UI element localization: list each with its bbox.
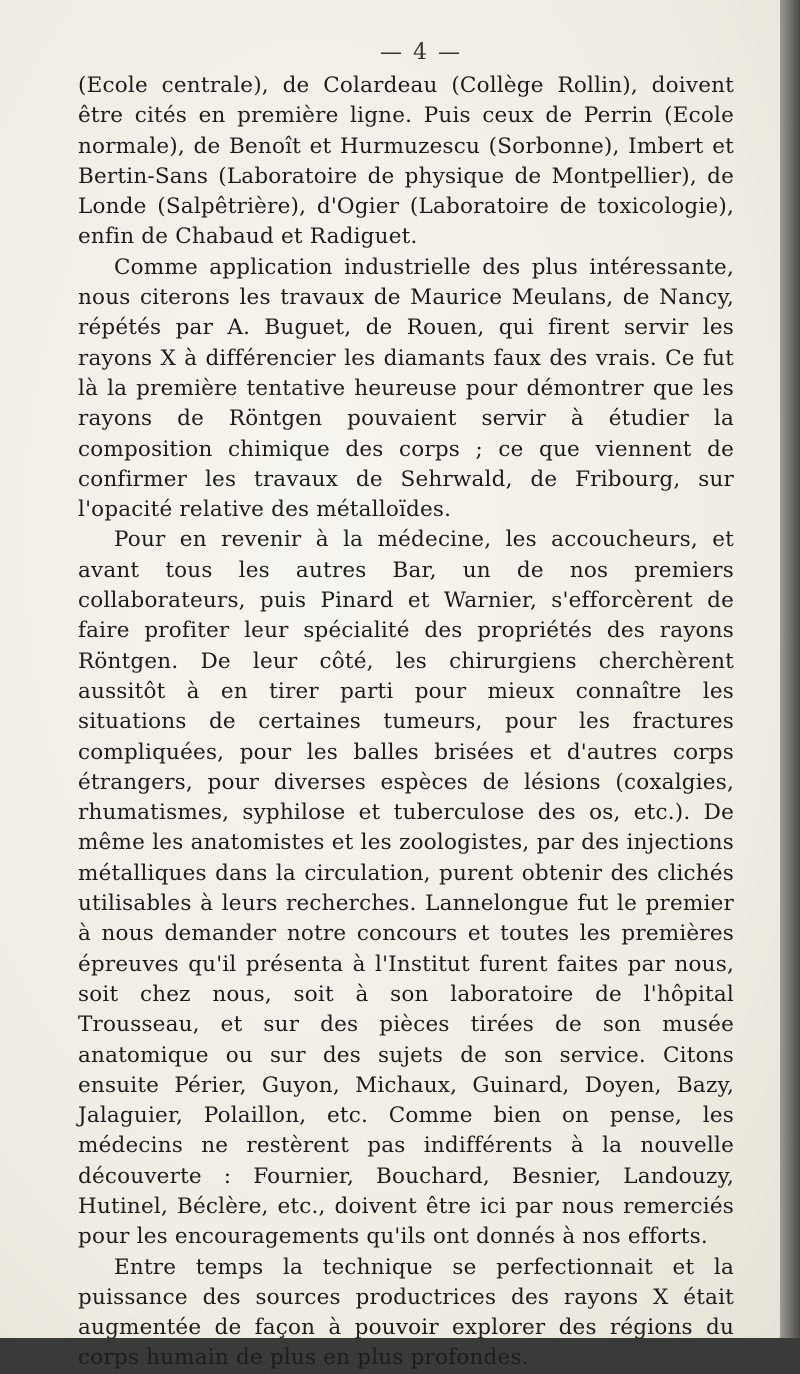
paragraph-1: (Ecole centrale), de Colardeau (Collège Rollin), doivent être cités en première ligne. Puis ceux de Perrin (Ecole normale), de Benoît et Hurmuzescu (Sorbonne), Imbert et Bertin-Sans (Laboratoire de physique de Montpellier), de Londe (Salpêtrière), d'Ogier (Laboratoire de toxicologie), enfin de Chabaud et Radiguet.: [78, 73, 734, 250]
paragraph-4: Entre temps la technique se perfectionnait et la puissance des sources productrices des rayons X était augmentée de façon à pouvoir explorer des régions du corps humain de plus en plus profondes.: [78, 1254, 734, 1371]
page-number: — 4 —: [380, 40, 462, 65]
paragraph-2: Comme application industrielle des plus intéressante, nous citerons les travaux de Maurice Meulans, de Nancy, répétés par A. Buguet, de Rouen, qui firent servir les rayons X à différencier les diamants faux des vrais. Ce fut là la première tentative heureuse pour démontrer que les rayons de Röntgen pouvaient servir à étudier la composition chimique des corps ; ce que viennent de confirmer les travaux de Sehrwald, de Fribourg, sur l'opacité relative des métalloïdes.: [78, 254, 734, 523]
page-edge-shadow: [780, 0, 800, 1338]
paragraph-3: Pour en revenir à la médecine, les accoucheurs, et avant tous les autres Bar, un de nos premiers collaborateurs, puis Pinard et Warnier, s'efforcèrent de faire profiter leur spécialité des propriétés des rayons Röntgen. De leur côté, les chirurgiens cherchèrent aussitôt à en tirer parti pour mieux connaître les situations de certaines tumeurs, pour les fractures compliquées, pour les balles brisées et d'autres corps étrangers, pour diverses espèces de lésions (coxalgies, rhumatismes, syphilose et tuberculose des os, etc.). De même les anatomistes et les zoologistes, par des injections métalliques dans la circulation, purent obtenir des clichés utilisables à leurs recherches. Lannelongue fut le premier à nous demander notre concours et toutes les premières épreuves qu'il présenta à l'Institut furent faites par nous, soit chez nous, soit à son laboratoire de l'hôpital Trousseau, et sur des pièces tirées de son musée anatomique ou sur des sujets de son service. Citons ensuite Périer, Guyon, Michaux, Guinard, Doyen, Bazy, Jalaguier, Polaillon, etc. Comme bien on pense, les médecins ne restèrent pas indifférents à la nouvelle découverte : Fournier, Bouchard, Besnier, Landouzy, Hutinel, Béclère, etc., doivent être ici par nous remerciés pour les encouragements qu'ils ont donnés à nos efforts.: [78, 527, 734, 1250]
